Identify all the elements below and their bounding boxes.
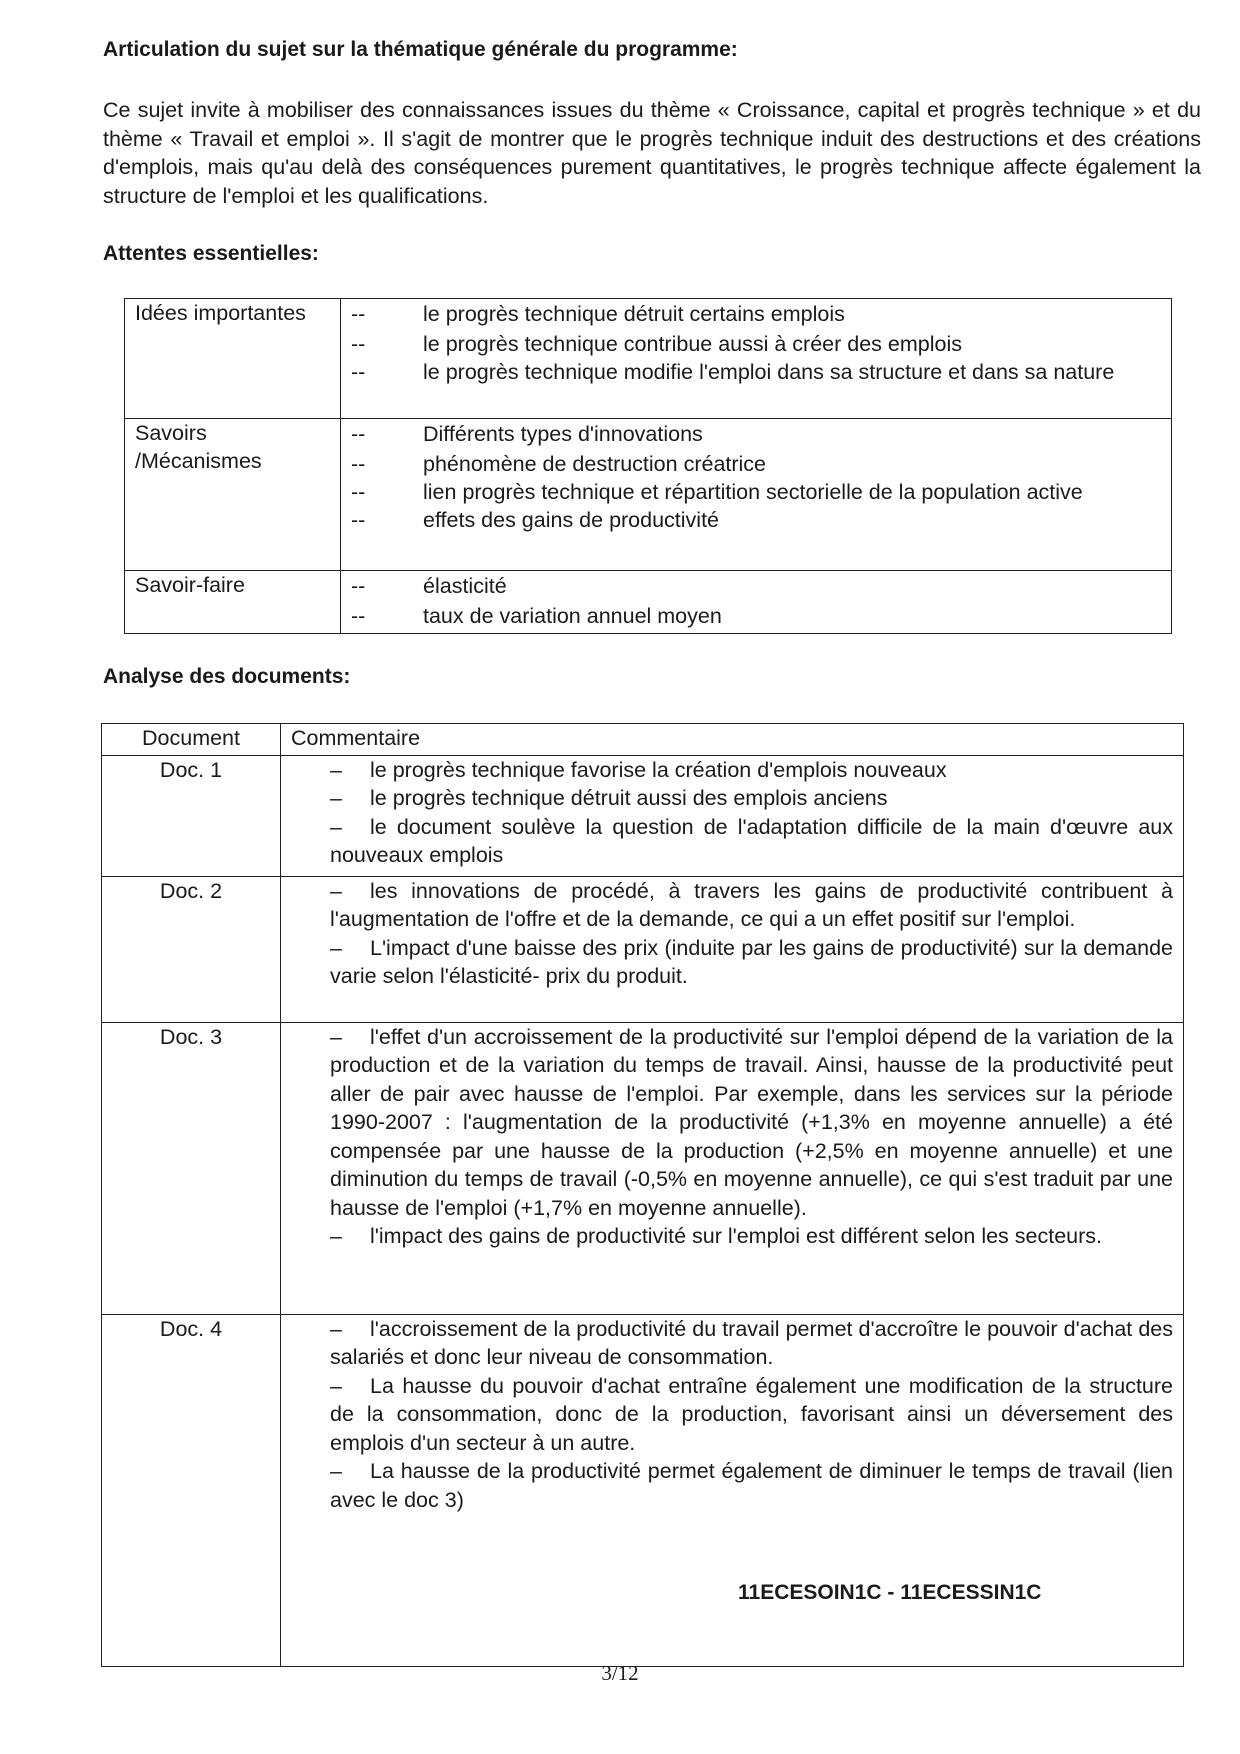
doc-label: Doc. 3 <box>102 1022 281 1314</box>
attentes-row-items <box>341 419 1172 571</box>
list-item: – le document soulève la question de l'adaptation difficile de la main d'œuvre aux nouveaux emplois <box>330 814 1173 867</box>
column-header-commentaire: Commentaire <box>281 724 1184 756</box>
list-item: – L'impact d'une baisse des prix (induite par les gains de productivité) sur la demande varie selon l'élasticité- prix du produit. <box>330 935 1173 988</box>
doc-commentary <box>281 1022 1184 1314</box>
doc-commentary <box>281 1314 1184 1666</box>
attentes-row <box>125 571 1172 634</box>
list-item: -- le progrès technique contribue aussi à créer des emplois <box>351 332 962 356</box>
table-row <box>102 755 1184 876</box>
column-header-document: Document <box>102 724 281 756</box>
attentes-row-items <box>341 299 1172 419</box>
list-item: – le progrès technique favorise la création d'emplois nouveaux <box>330 757 947 782</box>
attentes-row-label: Savoir-faire <box>125 571 341 634</box>
list-item: – les innovations de procédé, à travers les gains de productivité contribuent à l'augmentation de l'offre et de la demande, ce qui a un effet positif sur l'emploi. <box>330 878 1173 931</box>
doc-commentary <box>281 755 1184 876</box>
list-item: – La hausse du pouvoir d'achat entraîne également une modification de la structure de la consommation, donc de la production, favorisant ainsi un déversement des emplois d'un secteur à un autre. <box>330 1373 1173 1455</box>
attentes-row-label: Idées importantes <box>125 299 341 419</box>
section-title-articulation: Articulation du sujet sur la thématique générale du programme: <box>103 38 738 61</box>
articulation-paragraph: Ce sujet invite à mobiliser des connaissances issues du thème « Croissance, capital et progrès technique » et du thème « Travail et emploi ». Il s'agit de montrer que le progrès technique induit des destructions et des créations d'emplois, mais qu'au delà des conséquences purement quantitatives, le progrès technique affecte également la structure de l'emploi et les qualifications. <box>103 98 1201 208</box>
table-row <box>102 876 1184 1022</box>
doc-label: Doc. 2 <box>102 876 281 1022</box>
attentes-row-items <box>341 571 1172 634</box>
list-item: -- effets des gains de productivité <box>351 508 720 532</box>
exam-code: 11ECESOIN1C - 11ECESSIN1C <box>738 1581 1042 1604</box>
attentes-row-label: Savoirs /Mécanismes <box>125 419 341 571</box>
list-item: -- phénomène de destruction créatrice <box>351 452 767 476</box>
table-row <box>102 1314 1184 1666</box>
list-item: – le progrès technique détruit aussi des emplois anciens <box>330 786 888 810</box>
list-item: -- élasticité <box>351 574 507 598</box>
list-item: -- Différents types d'innovations <box>351 422 703 446</box>
list-item: – l'effet d'un accroissement de la productivité sur l'emploi dépend de la variation de la production et de la variation du temps de travail. Ainsi, hausse de la productivité peut aller de pair avec hausse de l'emploi. Par exemple, dans les services sur la période 1990-2007 : l'augmentation de la productivité (+1,3% en moyenne annuelle) a été compensée par une hausse de la production (+2,5% en moyenne annuelle) et une diminution du temps de travail (-0,5% en moyenne annuelle), ce qui s'est traduit par une hausse de l'emploi (+1,7% en moyenne annuelle). <box>330 1024 1173 1220</box>
list-item: – l'accroissement de la productivité du travail permet d'accroître le pouvoir d'achat des salariés et donc leur niveau de consommation. <box>330 1316 1173 1369</box>
section-title-attentes: Attentes essentielles: <box>103 242 319 265</box>
section-title-analyse: Analyse des documents: <box>103 665 351 688</box>
page-number: 3/12 <box>601 1661 639 1685</box>
doc-label: Doc. 4 <box>102 1314 281 1666</box>
list-item: -- taux de variation annuel moyen <box>351 604 722 628</box>
attentes-table <box>124 298 1172 634</box>
list-item: – l'impact des gains de productivité sur l'emploi est différent selon les secteurs. <box>330 1224 1103 1248</box>
list-item: -- lien progrès technique et répartition sectorielle de la population active <box>351 480 1083 504</box>
attentes-row <box>125 419 1172 571</box>
table-row <box>102 1022 1184 1314</box>
doc-commentary <box>281 876 1184 1022</box>
list-item: -- le progrès technique détruit certains emplois <box>351 302 845 326</box>
list-item: -- le progrès technique modifie l'emploi dans sa structure et dans sa nature <box>351 360 1115 384</box>
attentes-row <box>125 299 1172 419</box>
list-item: – La hausse de la productivité permet également de diminuer le temps de travail (lien avec le doc 3) <box>330 1459 1173 1512</box>
doc-label: Doc. 1 <box>102 755 281 876</box>
table-header-row <box>102 724 1184 756</box>
analyse-table <box>101 723 1184 1667</box>
